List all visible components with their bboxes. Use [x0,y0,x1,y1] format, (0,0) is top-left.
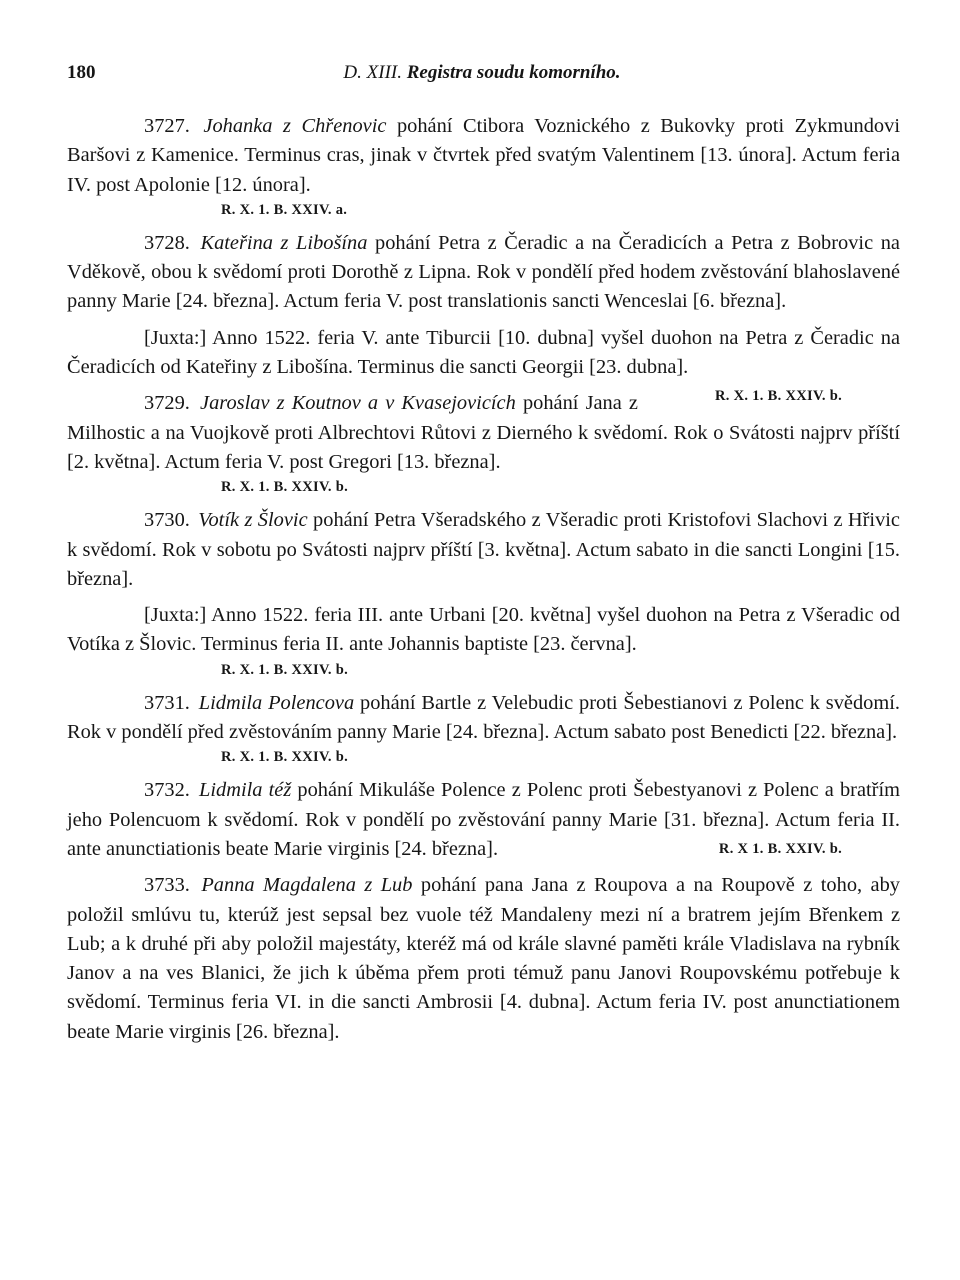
page-number: 180 [67,62,96,83]
entry-text: pohání pana Jana z Roupova a na Roupově z toho, aby položil smlúvu tu, kterúž jest sepsal bez vuole též Mandaleny mezi ní a bratrem jejím Břenkem z Lub; a k druhé při aby položil majestáty, kteréž má od krále slavné paměti krále Vladislava na rybník Janov a na ves Blanici, že jich k úběma přem proti témuž panu Janovi Roupovskému potřebuje k svědomí. Terminus feria VI. in die sancti Ambrosii [4. dubna]. Actum feria IV. post anunctiationem beate Marie virginis [26. března]. [67,874,900,1043]
entry-number: 3730. [144,509,190,532]
entry-number: 3733. [144,874,190,897]
entry-3731 [67,689,900,770]
entry-text: pohání Petra Všeradského z Všeradic proti Kristofovi Slachovi z Hřivic k svědomí. Rok v sobotu po Svátosti najprv příští [3. května]. Actum sabato in die sancti Longini [15. března]. [67,509,900,590]
entry-3727 [67,112,900,222]
running-header [67,62,897,92]
entry-3732 [67,776,900,864]
entry-text: pohání Petra z Čeradic a na Čeradicích a Petra z Bobrovic na Vděkově, obou k svědomí proti Dorothě z Lipna. Rok v pondělí před hodem zvěstování blahoslavené panny Marie [24. března]. Actum feria V. post translationis sancti Wenceslai [6. března]. [67,231,900,313]
entry-text: pohání Bartle z Velebudic proti Šebestianovi z Polenc k svědomí. Rok v pondělí před zvěstováním panny Marie [24. března]. Actum sabato post Benedicti [22. března]. [67,691,900,744]
source-reference: R. X. 1. B. XXIV. a. [221,201,348,218]
entry-text: pohání Jana z Milhostic a na Vuojkově proti Albrechtovi Růtovi z Dierného k svědomí. Rok o Svátosti najprv příští [2. května]. Actum feria V. post Gregori [13. března]. [67,392,900,473]
entry-name: Jaroslav z Koutnov a v Kvasejovicích [200,392,516,415]
entry-number: 3727. [144,115,190,137]
source-reference: R. X. 1. B. XXIV. b. [221,749,348,766]
entry-name: Kateřina z Libošína [200,231,368,254]
running-title [67,62,897,84]
entry-name: Lidmila Polencova [198,691,355,714]
entry-number: 3729. [144,392,190,415]
juxta-text: [Juxta:] Anno 1522. feria V. ante Tiburcii [10. dubna] vyšel duohon na Petra z Čeradic na Čeradicích od Kateřiny z Libošína. Terminus die sancti Georgii [23. dubna]. [67,326,900,379]
section-label: D. XIII. [343,62,402,83]
entry-text: pohání Mikuláše Polence z Polenc proti Šebestyanovi z Polenc a bratřím jeho Polencuom k svědomí. Rok v pondělí po zvěstování panny Marie [31. března]. Actum feria II. ante anunctiationis beate Marie virginis [24. března]. [67,779,900,860]
entry-number: 3731. [144,691,190,714]
entry-3730 [67,506,900,594]
source-reference: R. X. 1. B. XXIV. b. [715,388,842,405]
entry-3728 [67,229,900,317]
entry-text: pohání Ctibora Voznického z Bukovky proti Zykmundovi Baršovi z Kamenice. Terminus cras, jinak v čtvrtek před svatým Valentinem [13. února]. Actum feria IV. post Apolonie [12. února]. [67,115,900,196]
entry-3733 [67,871,900,1047]
entry-number: 3732. [144,779,190,802]
entry-3730-juxta [67,601,900,682]
source-reference: R. X 1. B. XXIV. b. [718,840,842,857]
source-reference: R. X. 1. B. XXIV. b. [221,661,348,678]
entry-name: Lidmila též [199,779,292,802]
entry-number: 3728. [144,231,190,254]
body-text [67,112,900,1047]
register-title: Registra soudu komorního. [406,62,621,83]
entry-name: Johanka z Chřenovic [203,115,387,137]
entry-name: Panna Magdalena z Lub [201,874,413,897]
entry-name: Votík z Šlovic [198,509,308,532]
juxta-text: [Juxta:] Anno 1522. feria III. ante Urbani [20. května] vyšel duohon na Petra z Všeradic od Votíka z Šlovic. Terminus feria II. ante Johannis baptiste [23. června]. [67,604,900,656]
source-reference: R. X. 1. B. XXIV. b. [221,479,348,496]
